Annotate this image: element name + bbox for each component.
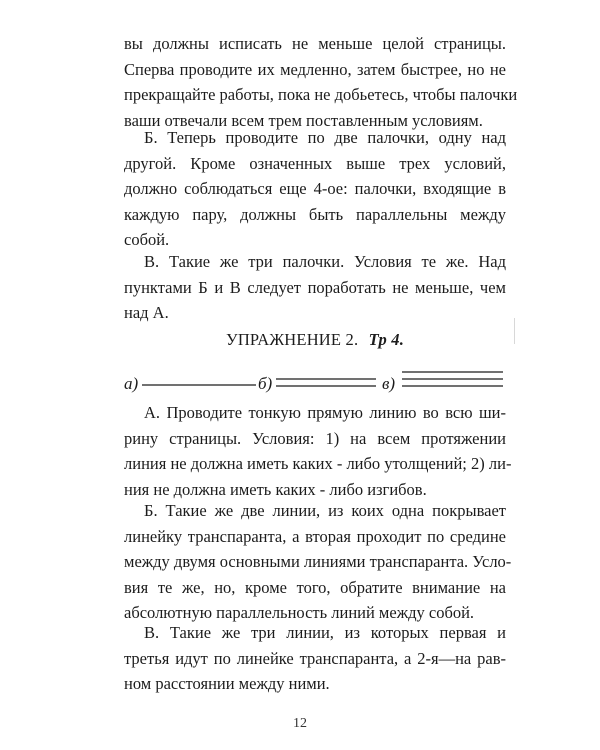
- paragraph-exercise-v: [124, 620, 506, 697]
- text-line: каждую пару, должны быть параллельны между: [124, 204, 506, 224]
- paragraph-v: [124, 249, 506, 326]
- text-line: прекращайте работы, пока не добьетесь, чтобы палочки: [124, 85, 518, 104]
- text-line: над А.: [124, 303, 169, 322]
- text-line: Сперва проводите их медленно, затем быстрее, но не: [124, 59, 506, 79]
- paragraph-b: [124, 125, 506, 253]
- text-line: В. Такие же три линии, из которых первая и: [144, 623, 506, 642]
- text-line: собой.: [124, 230, 170, 249]
- text-line: должно соблюдаться еще 4-ое: палочки, входящие в: [124, 179, 506, 198]
- text-line: ваши отвечали всем трем поставленным условиям.: [124, 110, 483, 130]
- text-line: Б. Теперь проводите по две палочки, одну над: [144, 128, 506, 147]
- text-line: абсолютную параллельность линий между собой.: [124, 603, 475, 622]
- page-number: 12: [293, 716, 307, 731]
- paragraph-exercise-a: [124, 400, 512, 502]
- exercise-heading: [124, 328, 506, 352]
- text-line: другой. Кроме означенных выше трех условий,: [124, 153, 506, 173]
- text-line: пунктами Б и В следует поработать не меньше, чем: [124, 277, 506, 297]
- exercise-title: УПРАЖНЕНИЕ 2.: [225, 330, 359, 349]
- text-line: А. Проводите тонкую прямую линию во всю ши-: [144, 403, 506, 422]
- text-line: линейку транспаранта, а вторая проходит по средине: [124, 526, 506, 546]
- paragraph-exercise-b: [124, 498, 512, 626]
- text-line: Б. Такие же две линии, из коих одна покрывает: [144, 501, 506, 520]
- text-line: вия те же, но, кроме того, обратите внимание на: [124, 577, 506, 597]
- exercise-reference: Тр 4.: [368, 330, 405, 349]
- sample-lines-illustration: [118, 365, 518, 399]
- paragraph-intro: [124, 31, 518, 133]
- text-line: между двумя основными линиями транспаранта. Усло-: [124, 552, 512, 571]
- text-line: ном расстоянии между ними.: [124, 674, 330, 693]
- sample-label-b: б): [258, 374, 273, 393]
- sample-label-c: в): [382, 374, 396, 393]
- text-line: рину страницы. Условия: 1) на всем протяжении: [124, 428, 506, 448]
- text-line: В. Такие же три палочки. Условия те же. Над: [144, 252, 506, 271]
- margin-mark: [514, 318, 515, 344]
- sample-label-a: а): [124, 374, 139, 393]
- text-line: третья идут по линейке транспаранта, а 2-я—на рав-: [124, 648, 506, 668]
- text-line: вы должны исписать не меньше целой страницы.: [124, 34, 506, 53]
- text-line: ния не должна иметь каких - либо изгибов.: [124, 479, 427, 499]
- text-line: линия не должна иметь каких - либо утолщений; 2) ли-: [124, 454, 512, 473]
